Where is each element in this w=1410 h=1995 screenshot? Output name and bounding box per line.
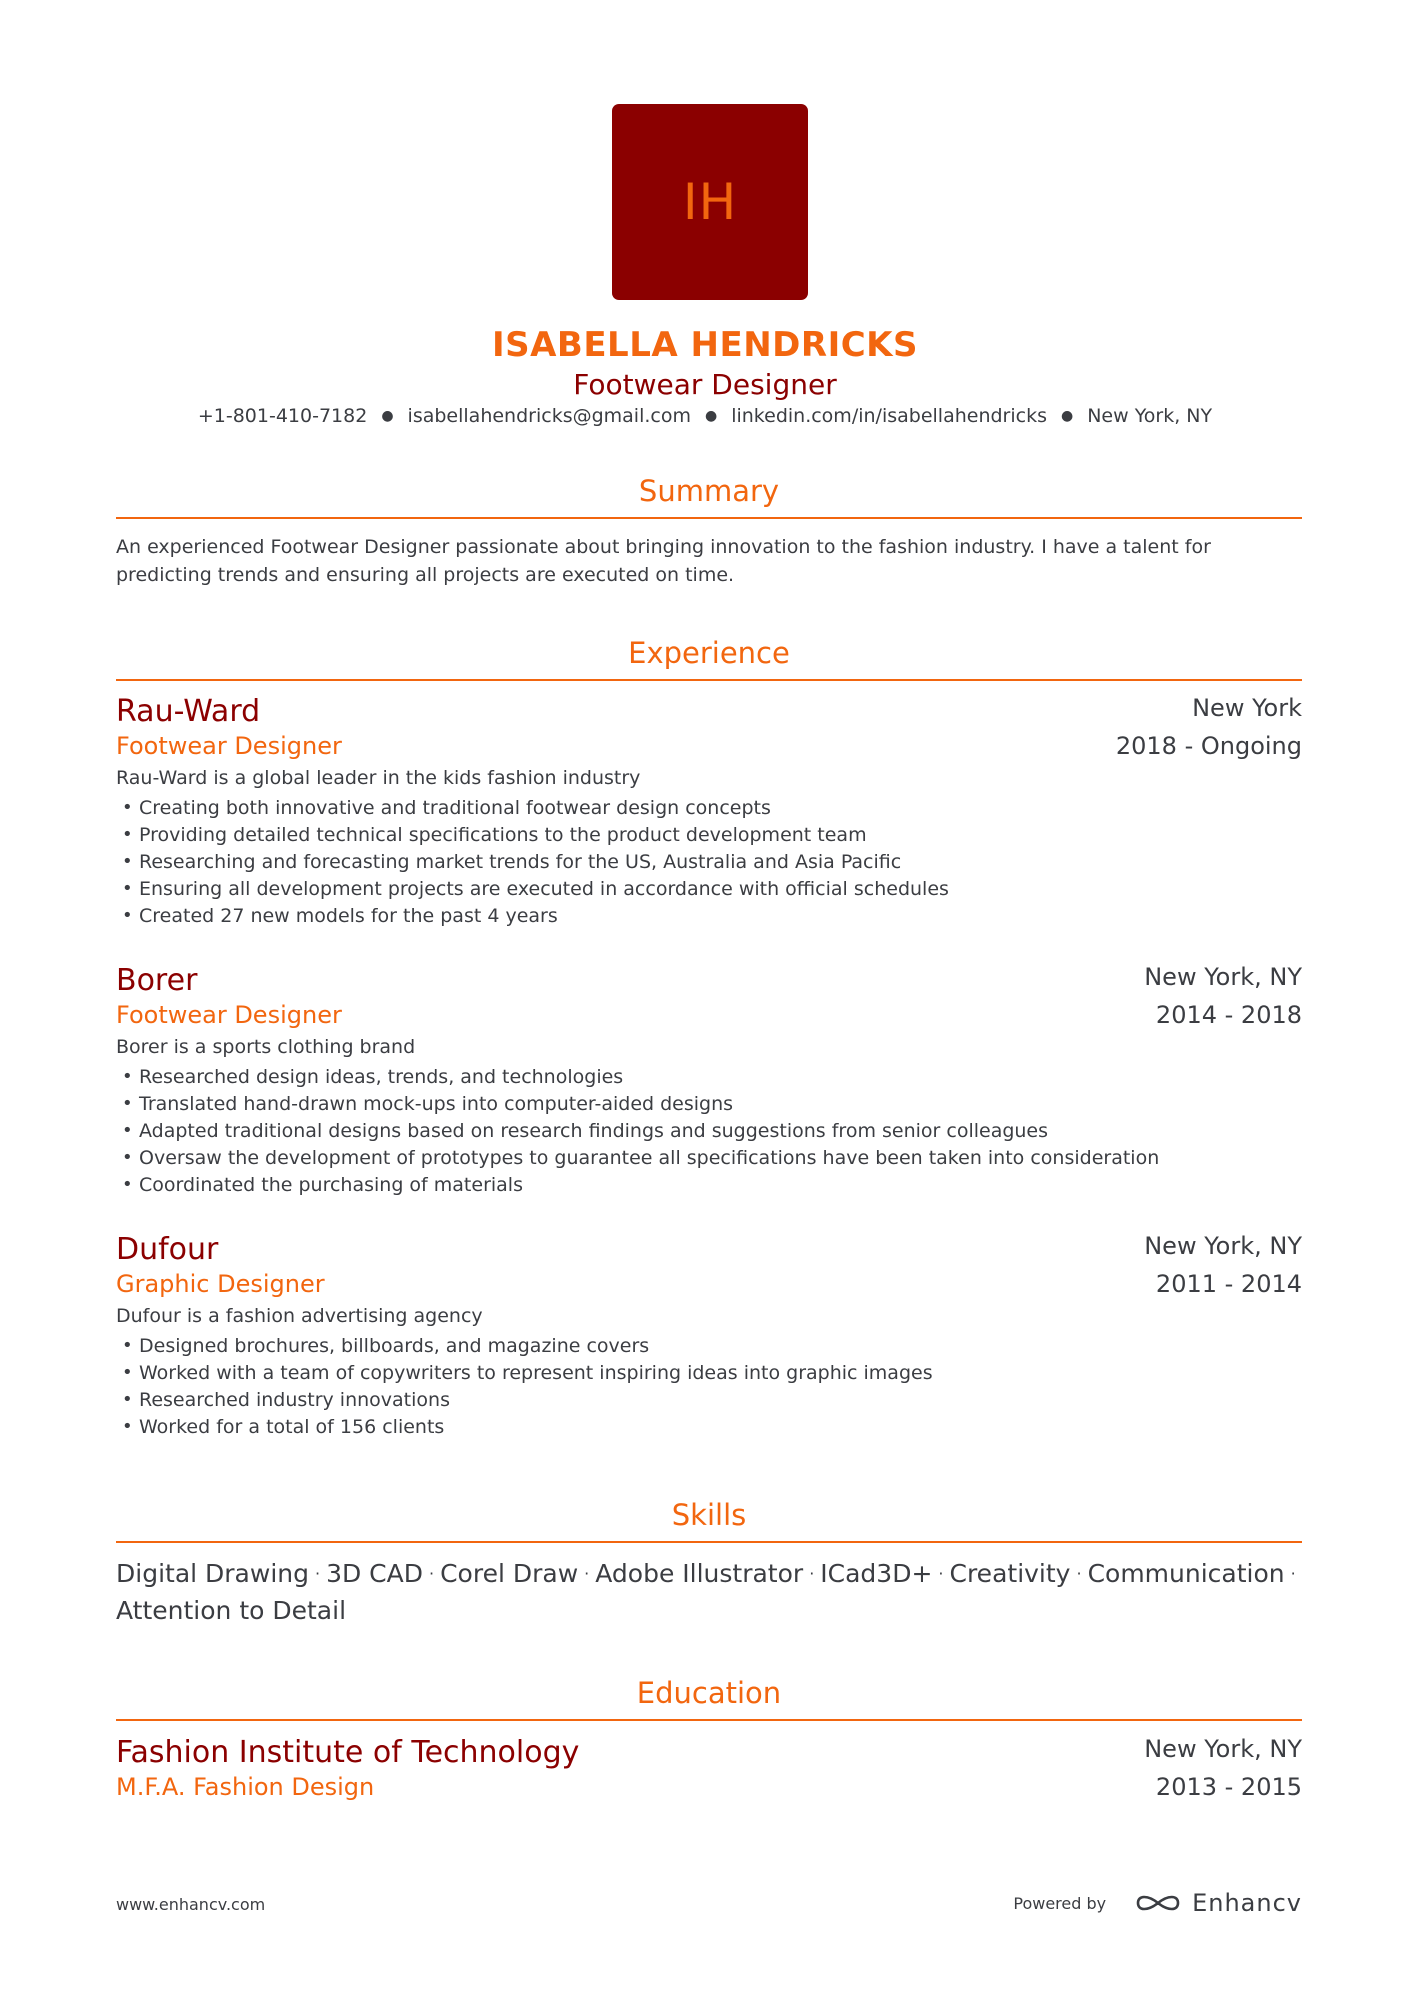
job-bullet: • Creating both innovative and traditional footwear design concepts (122, 795, 949, 822)
skill-separator: · (584, 1564, 590, 1583)
skill-separator: · (809, 1564, 815, 1583)
job-bullet: • Worked for a total of 156 clients (122, 1414, 933, 1441)
education-divider (116, 1719, 1302, 1721)
experience-heading: Experience (628, 636, 790, 670)
summary-divider (116, 517, 1302, 519)
job-bullet: • Oversaw the development of prototypes to guarantee all specifications have been taken into consideration (122, 1145, 1159, 1172)
job-dates: 2018 - Ongoing (1115, 732, 1302, 760)
contact-phone: +1-801-410-7182 (197, 405, 368, 427)
skills-divider (116, 1541, 1302, 1543)
avatar-initials: IH (682, 173, 738, 231)
education-heading: Education (636, 1676, 782, 1710)
separator-dot: ● (1061, 408, 1074, 424)
job-bullet: • Researched industry innovations (122, 1387, 933, 1414)
separator-dot: ● (704, 408, 718, 424)
contact-email[interactable]: isabellahendricks@gmail.com (407, 405, 691, 427)
experience-divider (116, 679, 1302, 681)
enhancv-logo[interactable] (1134, 1889, 1302, 1917)
job-bullet: • Worked with a team of copywriters to represent inspiring ideas into graphic images (122, 1360, 933, 1387)
contact-location: New York, NY (1087, 405, 1213, 427)
job-bullet: • Researching and forecasting market trends for the US, Australia and Asia Pacific (122, 849, 949, 876)
job-entry (116, 694, 1302, 934)
job-location: New York (1192, 694, 1302, 722)
job-dates: 2014 - 2018 (1155, 1001, 1302, 1029)
job-description: Borer is a sports clothing brand (116, 1036, 416, 1058)
job-role: Graphic Designer (116, 1270, 325, 1298)
job-bullet: • Adapted traditional designs based on research findings and suggestions from senior colleagues (122, 1118, 1159, 1145)
job-location: New York, NY (1144, 1232, 1302, 1260)
education-location: New York, NY (1144, 1735, 1302, 1763)
skill-item: Creativity (949, 1559, 1071, 1588)
education-school: Fashion Institute of Technology (116, 1735, 580, 1770)
skill-item: Communication (1087, 1559, 1285, 1588)
avatar (612, 104, 808, 300)
footer-website[interactable]: www.enhancv.com (116, 1895, 266, 1914)
candidate-name: ISABELLA HENDRICKS (491, 325, 919, 365)
job-bullet: • Translated hand-drawn mock-ups into computer-aided designs (122, 1091, 1159, 1118)
job-description: Rau-Ward is a global leader in the kids fashion industry (116, 767, 641, 789)
job-bullet: • Designed brochures, billboards, and magazine covers (122, 1333, 933, 1360)
job-description: Dufour is a fashion advertising agency (116, 1305, 483, 1327)
job-company: Dufour (116, 1232, 219, 1267)
job-company: Rau-Ward (116, 694, 261, 729)
skill-separator: · (314, 1564, 321, 1583)
job-bullet: • Created 27 new models for the past 4 years (122, 903, 949, 930)
job-company: Borer (116, 963, 198, 998)
job-bullet: • Providing detailed technical specifications to the product development team (122, 822, 949, 849)
job-bullet: • Researched design ideas, trends, and technologies (122, 1064, 1159, 1091)
skills-list (116, 1557, 1302, 1628)
summary-text: An experienced Footwear Designer passionate about bringing innovation to the fashion industry. I have a talent for predicting trends and ensuring all projects are executed on time. (116, 536, 1211, 586)
job-entry (116, 1232, 1302, 1447)
footer-branding (1013, 1889, 1302, 1917)
job-bullets (122, 1333, 933, 1441)
education-dates: 2013 - 2015 (1155, 1773, 1302, 1801)
skill-item: 3D CAD (326, 1559, 423, 1588)
skill-item: Attention to Detail (116, 1596, 347, 1625)
separator-dot: ● (381, 408, 394, 424)
enhancv-brand-name: Enhancv (1192, 1889, 1302, 1917)
job-bullets (122, 1064, 1159, 1199)
skill-separator: · (1290, 1564, 1296, 1583)
enhancv-logo-icon (1134, 1890, 1182, 1916)
contact-linkedin[interactable]: linkedin.com/in/isabellahendricks (731, 405, 1047, 427)
education-degree: M.F.A. Fashion Design (116, 1773, 375, 1801)
summary-heading: Summary (638, 474, 780, 508)
skill-separator: · (429, 1564, 435, 1583)
education-entry (116, 1735, 1302, 1815)
job-bullet: • Ensuring all development projects are executed in accordance with official schedules (122, 876, 949, 903)
job-dates: 2011 - 2014 (1155, 1270, 1302, 1298)
job-bullet: • Coordinated the purchasing of materials (122, 1172, 1159, 1199)
skill-item: Adobe Illustrator (595, 1559, 804, 1588)
skill-separator: · (1076, 1564, 1082, 1583)
job-role: Footwear Designer (116, 1001, 342, 1029)
job-location: New York, NY (1144, 963, 1302, 991)
contact-line (0, 405, 1410, 427)
skill-item: Digital Drawing (116, 1559, 309, 1588)
powered-by-label: Powered by (1013, 1893, 1107, 1913)
skills-heading: Skills (671, 1498, 747, 1532)
job-entry (116, 963, 1302, 1203)
job-role: Footwear Designer (116, 732, 342, 760)
skill-separator: · (938, 1564, 944, 1583)
skill-item: Corel Draw (440, 1559, 579, 1588)
candidate-title: Footwear Designer (573, 368, 837, 401)
job-bullets (122, 795, 949, 930)
skill-item: ICad3D+ (820, 1559, 933, 1588)
